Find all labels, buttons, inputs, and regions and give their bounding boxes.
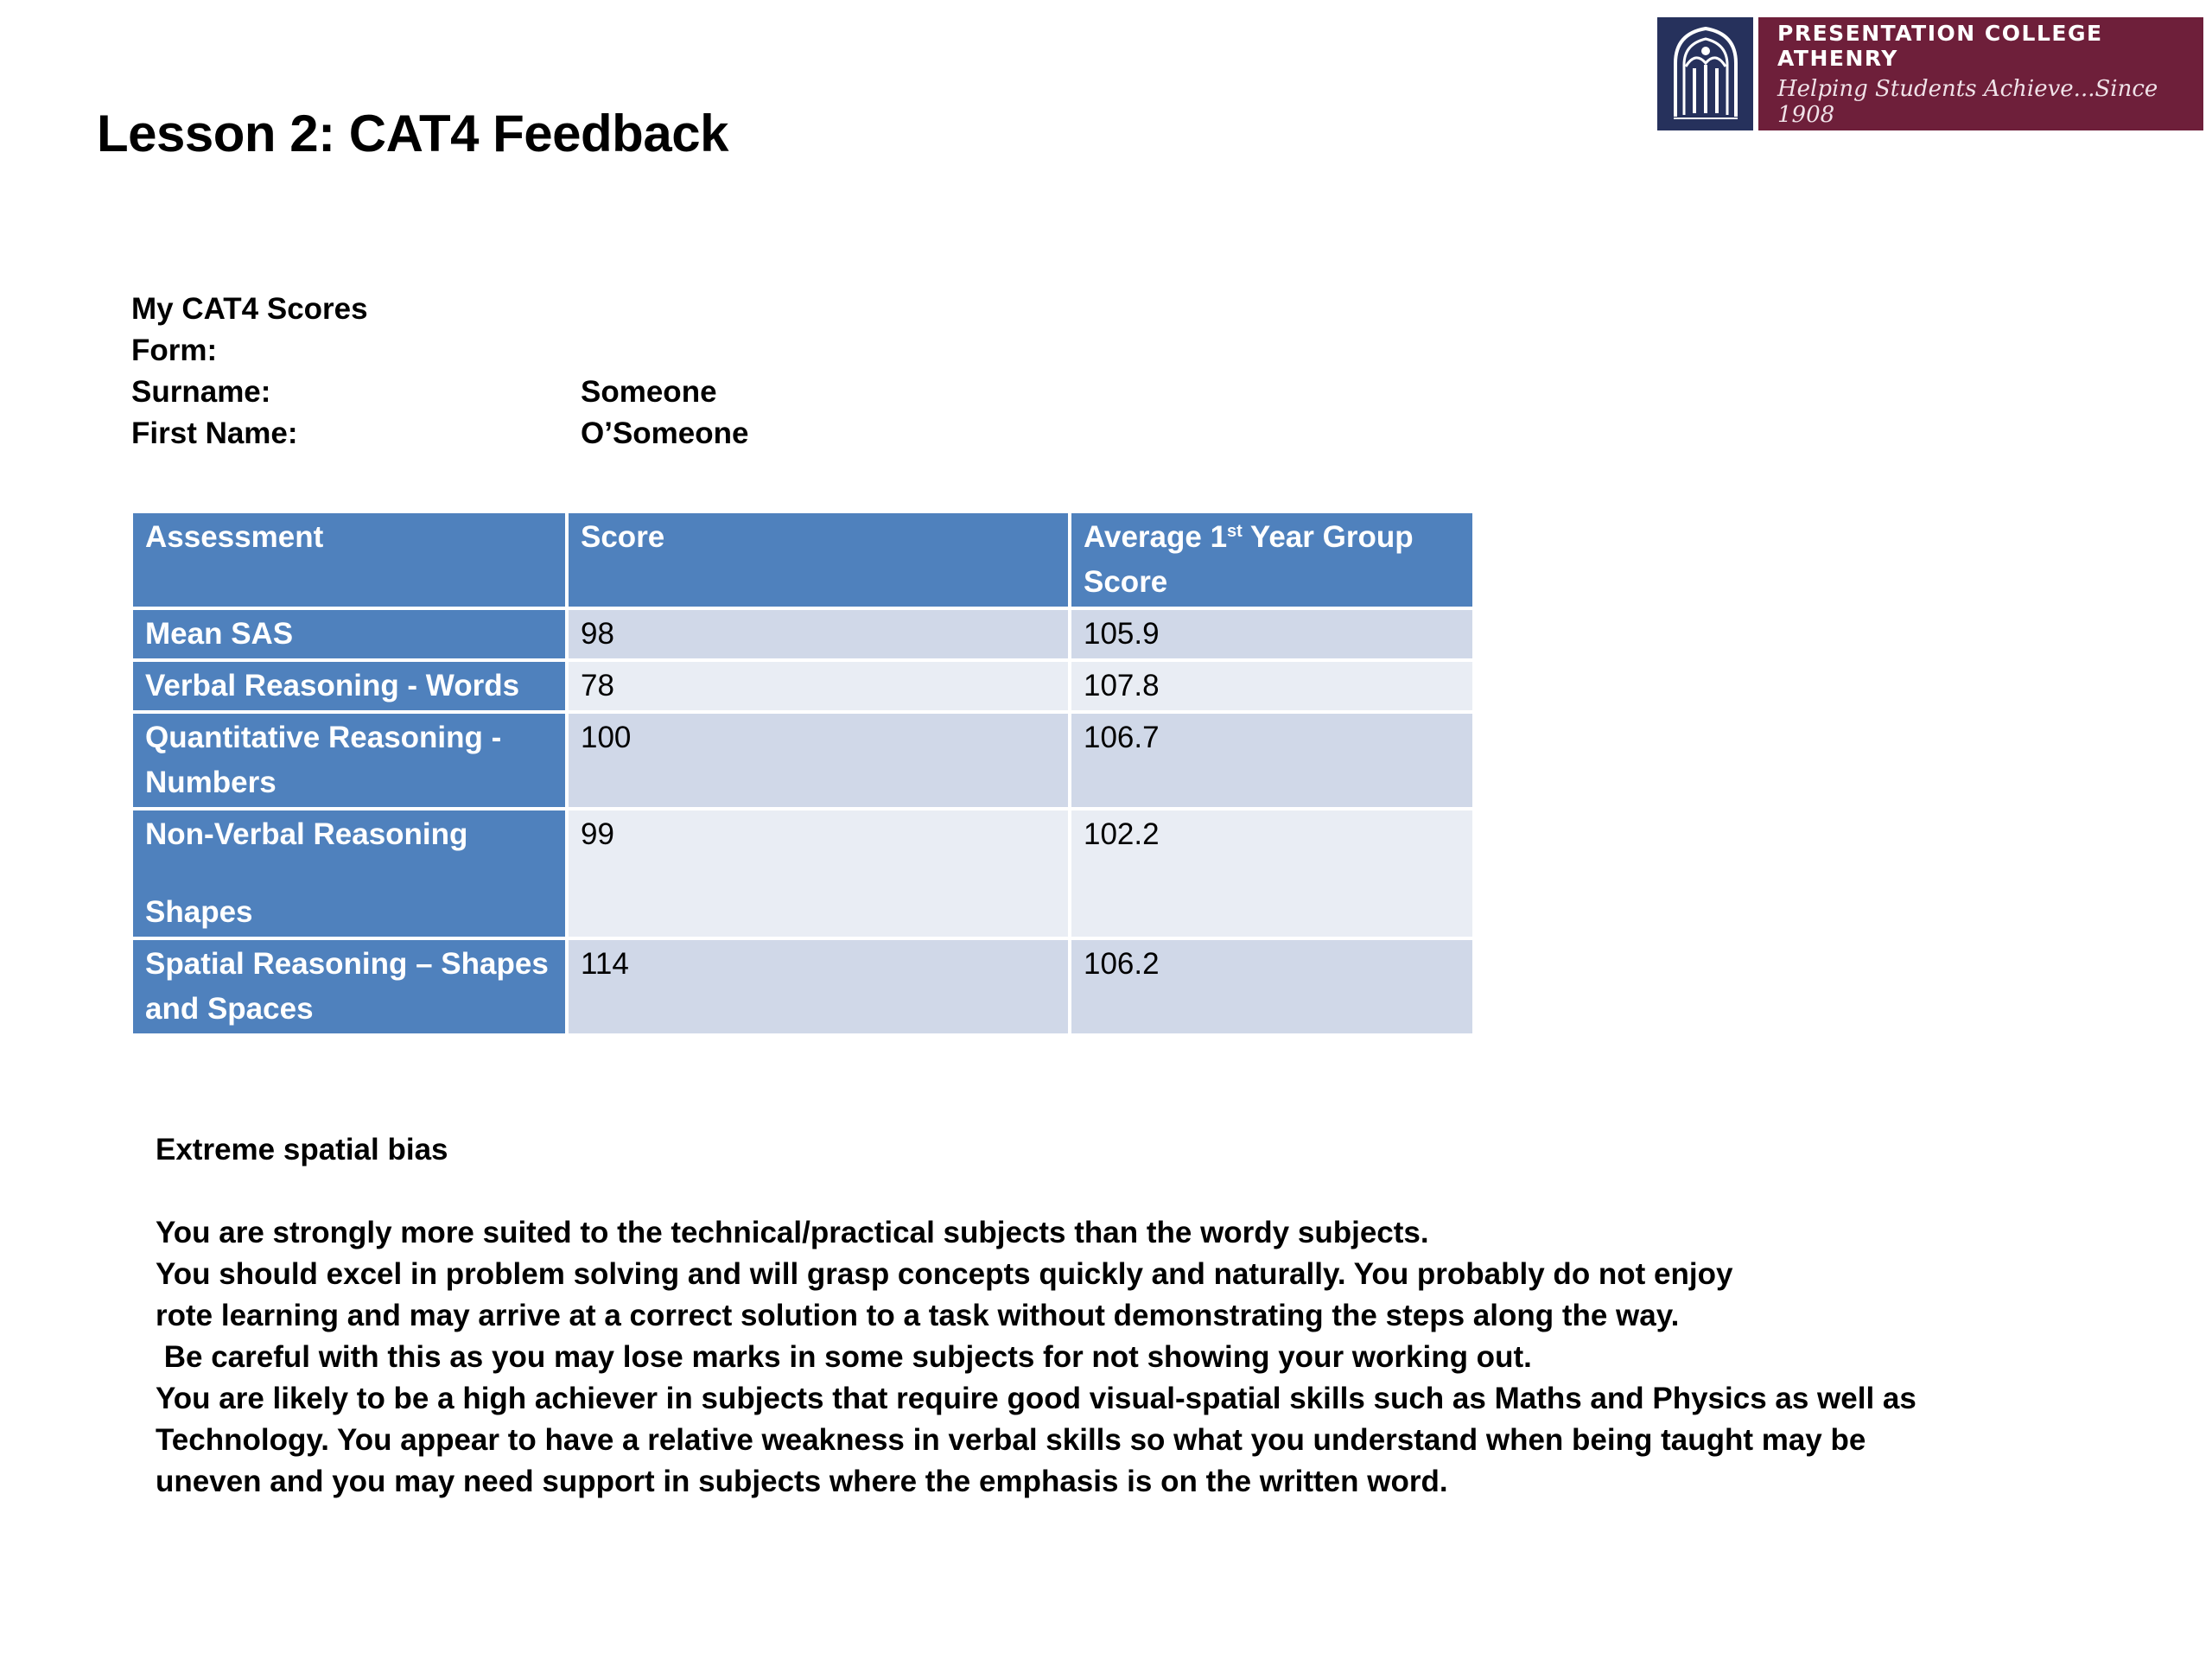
row-score: 100 [569, 714, 1068, 807]
header-average-suffix: Year Group Score [1084, 520, 1414, 599]
feedback-section [156, 1129, 1970, 1503]
logo-banner [1758, 17, 2203, 130]
feedback-line: Technology. You appear to have a relative weakness in verbal skills so what you understand when being taught may be [156, 1423, 1866, 1457]
row-score: 78 [569, 662, 1068, 710]
row-assessment: Quantitative Reasoning - Numbers [133, 714, 565, 807]
table-row [133, 810, 1472, 937]
row-assessment: Spatial Reasoning – Shapes and Spaces [133, 940, 565, 1033]
row-average: 105.9 [1071, 610, 1472, 658]
table-row [133, 940, 1472, 1033]
table-header-row [133, 513, 1472, 607]
row-average: 106.7 [1071, 714, 1472, 807]
header-average-sup: st [1227, 522, 1243, 541]
row-average: 106.2 [1071, 940, 1472, 1033]
page-title: Lesson 2: CAT4 Feedback [97, 105, 728, 162]
table-row [133, 610, 1472, 658]
row-average: 107.8 [1071, 662, 1472, 710]
firstname-label: First Name: [131, 416, 298, 450]
row-average: 102.2 [1071, 810, 1472, 937]
row-assessment-line2: Shapes [145, 895, 253, 929]
school-crest-icon [1657, 17, 1753, 130]
row-score: 98 [569, 610, 1068, 658]
crest-arch-icon [1669, 25, 1743, 124]
feedback-line: You are strongly more suited to the technical/practical subjects than the wordy subjects. [156, 1216, 1429, 1249]
feedback-heading: Extreme spatial bias [156, 1133, 448, 1166]
row-assessment [133, 810, 565, 937]
feedback-line: uneven and you may need support in subjects where the emphasis is on the written word. [156, 1465, 1448, 1498]
header-assessment: Assessment [133, 513, 565, 607]
scores-table [130, 510, 1476, 1037]
table-row [133, 662, 1472, 710]
row-assessment: Mean SAS [133, 610, 565, 658]
row-score: 114 [569, 940, 1068, 1033]
form-label: Form: [131, 334, 218, 367]
school-tagline: Helping Students Achieve...Since 1908 [1777, 75, 2158, 128]
scores-heading: My CAT4 Scores [131, 292, 368, 326]
school-logo [1657, 17, 2203, 130]
feedback-line: You are likely to be a high achiever in subjects that require good visual-spatial skills such as Maths and Physics as well as [156, 1382, 1916, 1415]
surname-value: Someone [581, 375, 717, 409]
row-assessment: Verbal Reasoning - Words [133, 662, 565, 710]
table-row [133, 714, 1472, 807]
feedback-line: Be careful with this as you may lose marks in some subjects for not showing your working out. [156, 1340, 1532, 1374]
row-score: 99 [569, 810, 1068, 937]
header-average [1071, 513, 1472, 607]
feedback-line: You should excel in problem solving and will grasp concepts quickly and naturally. You probably do not enjoy [156, 1257, 1733, 1291]
feedback-line: rote learning and may arrive at a correct solution to a task without demonstrating the steps along the way. [156, 1299, 1680, 1332]
school-name: PRESENTATION COLLEGE ATHENRY [1777, 20, 2103, 71]
surname-label: Surname: [131, 375, 271, 409]
firstname-value: O’Someone [581, 416, 749, 450]
row-assessment-line1: Non-Verbal Reasoning [145, 817, 468, 851]
header-score: Score [569, 513, 1068, 607]
header-average-prefix: Average 1 [1084, 520, 1228, 554]
